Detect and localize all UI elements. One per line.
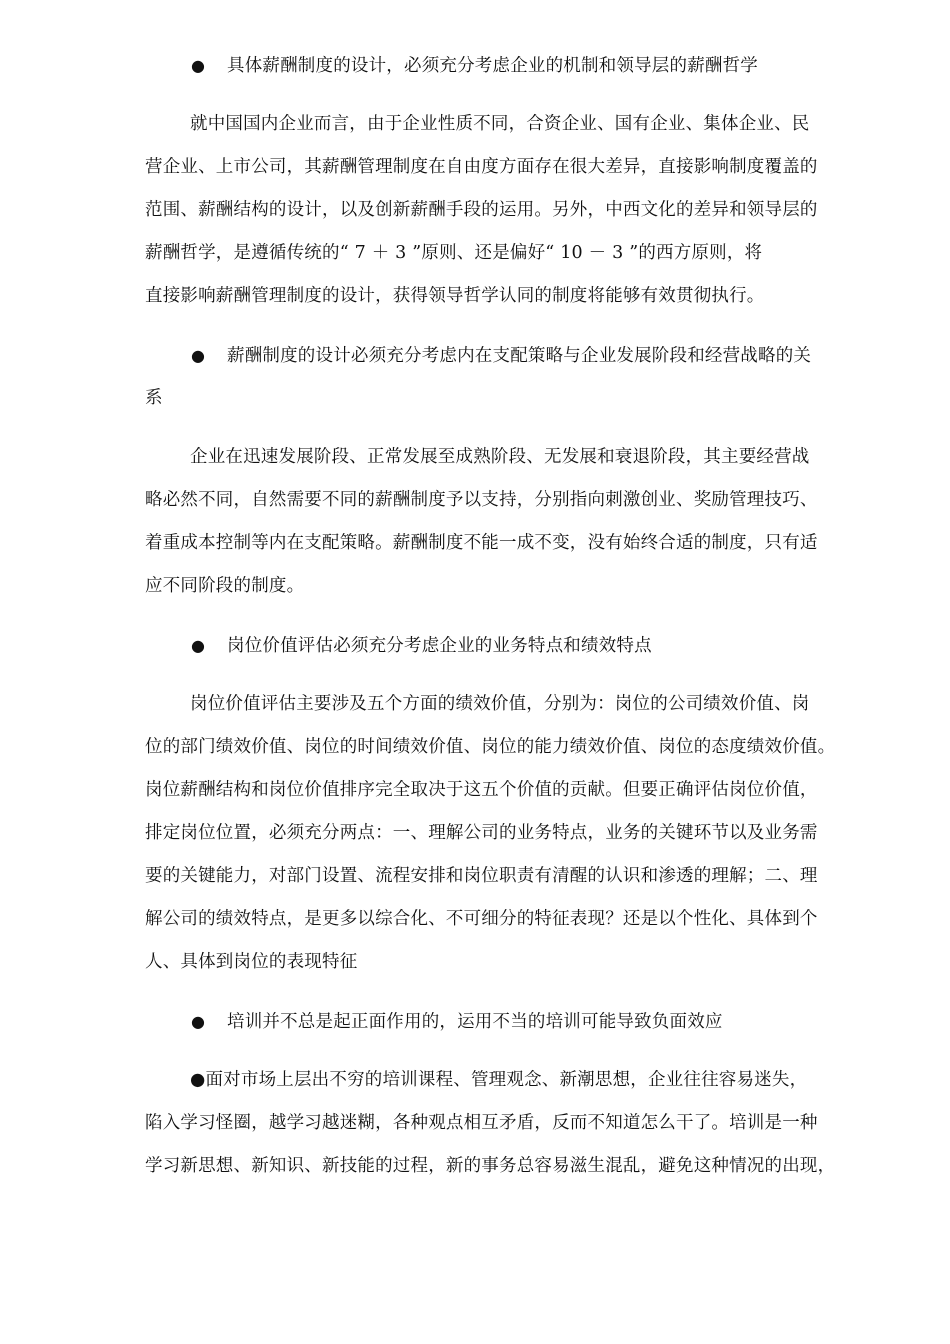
paragraph-line: 范围、薪酬结构的设计，以及创新薪酬手段的运用。另外，中西文化的差异和领导层的 bbox=[145, 200, 818, 220]
heading-text: 薪酬制度的设计必须充分考虑内在支配策略与企业发展阶段和经营战略的关 bbox=[227, 346, 812, 366]
bullet-icon: ● bbox=[191, 1012, 206, 1031]
paragraph-line: 学习新思想、新知识、新技能的过程，新的事务总容易滋生混乱，避免这种情况的出现， bbox=[145, 1156, 836, 1176]
paragraph-line: 陷入学习怪圈，越学习越迷糊，各种观点相互矛盾，反而不知道怎么干了。培训是一种 bbox=[145, 1113, 818, 1133]
paragraph-line: 略必然不同，自然需要不同的薪酬制度予以支持，分别指向刺激创业、奖励管理技巧、 bbox=[145, 490, 818, 510]
paragraph-line: 应不同阶段的制度。 bbox=[145, 576, 305, 596]
paragraph-line: 岗位价值评估主要涉及五个方面的绩效价值，分别为：岗位的公司绩效价值、岗 bbox=[190, 694, 810, 714]
section-heading bbox=[145, 624, 885, 667]
bullet-icon: ● bbox=[191, 636, 206, 655]
bullet-icon: ● bbox=[191, 346, 206, 365]
section-heading-continuation: 系 bbox=[145, 388, 163, 408]
paragraph-line: 就中国国内企业而言，由于企业性质不同，合资企业、国有企业、集体企业、民 bbox=[190, 114, 810, 134]
paragraph-line: 薪酬哲学，是遵循传统的“ 7 ＋ 3 ”原则、还是偏好“ 10 － 3 ”的西方原则，将 bbox=[145, 243, 763, 263]
heading-text: 培训并不总是起正面作用的，运用不当的培训可能导致负面效应 bbox=[227, 1012, 723, 1032]
document-page bbox=[145, 44, 885, 1188]
paragraph-line: 人、具体到岗位的表现特征 bbox=[145, 952, 358, 972]
paragraph-line: 营企业、上市公司，其薪酬管理制度在自由度方面存在很大差异，直接影响制度覆盖的 bbox=[145, 157, 818, 177]
paragraph-line: 解公司的绩效特点，是更多以综合化、不可细分的特征表现？还是以个性化、具体到个 bbox=[145, 909, 818, 929]
heading-text: 岗位价值评估必须充分考虑企业的业务特点和绩效特点 bbox=[227, 636, 652, 656]
paragraph-line: 位的部门绩效价值、岗位的时间绩效价值、岗位的能力绩效价值、岗位的态度绩效价值。 bbox=[145, 737, 836, 757]
section-heading bbox=[145, 334, 885, 377]
paragraph-line: 排定岗位位置，必须充分两点：一、理解公司的业务特点，业务的关键环节以及业务需 bbox=[145, 823, 818, 843]
paragraph-line: ●面对市场上层出不穷的培训课程、管理观念、新潮思想，企业往往容易迷失， bbox=[190, 1070, 808, 1090]
paragraph-line: 直接影响薪酬管理制度的设计，获得领导哲学认同的制度将能够有效贯彻执行。 bbox=[145, 286, 765, 306]
heading-text: 具体薪酬制度的设计，必须充分考虑企业的机制和领导层的薪酬哲学 bbox=[227, 56, 758, 76]
section-heading bbox=[145, 44, 885, 87]
paragraph-line: 岗位薪酬结构和岗位价值排序完全取决于这五个价值的贡献。但要正确评估岗位价值， bbox=[145, 780, 818, 800]
paragraph-line: 企业在迅速发展阶段、正常发展至成熟阶段、无发展和衰退阶段，其主要经营战 bbox=[190, 447, 810, 467]
paragraph-line: 着重成本控制等内在支配策略。薪酬制度不能一成不变，没有始终合适的制度，只有适 bbox=[145, 533, 818, 553]
paragraph-line: 要的关键能力，对部门设置、流程安排和岗位职责有清醒的认识和渗透的理解；二、理 bbox=[145, 866, 818, 886]
bullet-icon: ● bbox=[191, 56, 206, 75]
section-heading bbox=[145, 1000, 885, 1043]
